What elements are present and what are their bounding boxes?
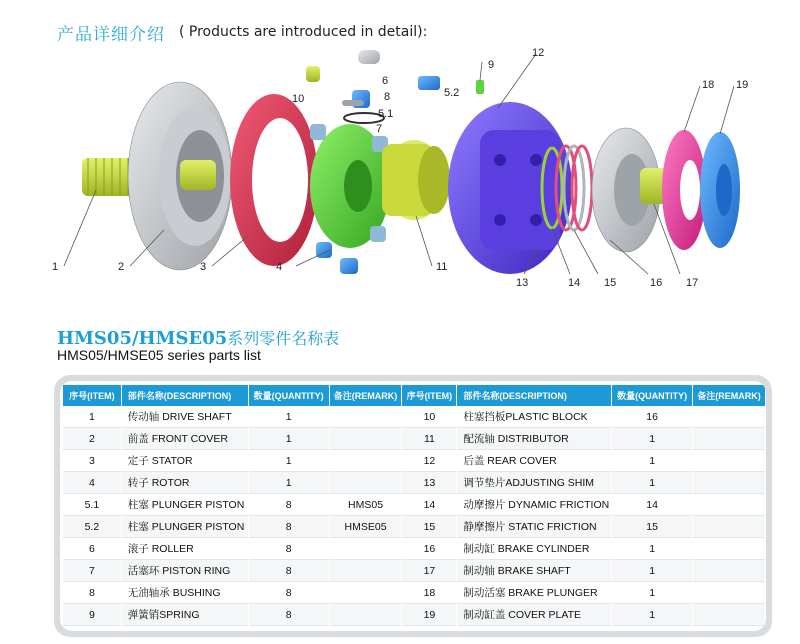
cell-description: 传动轴 DRIVE SHAFT [122, 406, 248, 428]
cell-description-2: 后盖 REAR COVER [457, 450, 611, 472]
parts-list-title-model: HMS05/HMSE05 [57, 328, 228, 349]
callout-3: 3 [200, 261, 207, 273]
cell-description: 柱塞 PLUNGER PISTON [122, 516, 248, 538]
cell-description-2: 静摩擦片 STATIC FRICTION [457, 516, 611, 538]
cell-description: 前盖 FRONT COVER [122, 428, 248, 450]
cell-quantity-2: 1 [612, 428, 692, 450]
cell-description-2: 动摩擦片 DYNAMIC FRICTION [457, 494, 611, 516]
cell-quantity-2: 1 [612, 538, 692, 560]
cell-remark-2 [693, 494, 765, 516]
cell-remark [330, 604, 402, 626]
cell-remark [330, 538, 402, 560]
header-description: 部件名称(DESCRIPTION) [122, 385, 248, 406]
callout-12: 12 [532, 47, 545, 59]
cell-quantity-2: 1 [612, 450, 692, 472]
header-quantity: 数量(QUANTITY) [249, 385, 329, 406]
cell-remark: HMSE05 [330, 516, 402, 538]
cell-description: 定子 STATOR [122, 450, 248, 472]
cell-remark [330, 428, 402, 450]
cell-item: 2 [63, 428, 121, 450]
cell-quantity: 8 [249, 516, 329, 538]
callout-1: 1 [52, 261, 59, 273]
cell-remark-2 [693, 560, 765, 582]
cell-item: 1 [63, 406, 121, 428]
part-rear-cover [448, 102, 572, 274]
cell-item-2: 13 [402, 472, 456, 494]
part-front-cover [128, 82, 232, 270]
header-item: 序号(ITEM) [63, 385, 121, 406]
cell-remark: HMS05 [330, 494, 402, 516]
cell-remark [330, 560, 402, 582]
cell-item-2: 17 [402, 560, 456, 582]
cell-quantity-2: 1 [612, 604, 692, 626]
table-row [63, 450, 765, 472]
cell-quantity: 8 [249, 494, 329, 516]
callout-19: 19 [736, 79, 749, 91]
cell-remark-2 [693, 472, 765, 494]
parts-list-panel-inner [60, 381, 766, 631]
cell-quantity-2: 1 [612, 472, 692, 494]
cell-item-2: 14 [402, 494, 456, 516]
exploded-parts-diagram [40, 40, 780, 310]
table-row [63, 560, 765, 582]
cell-quantity-2: 16 [612, 406, 692, 428]
cell-description: 柱塞 PLUNGER PISTON [122, 494, 248, 516]
part-brake-plunger [662, 130, 706, 250]
cell-remark-2 [693, 516, 765, 538]
part-rotor [310, 124, 390, 248]
cell-description-2: 柱塞挡板PLASTIC BLOCK [457, 406, 611, 428]
cell-description: 转子 ROTOR [122, 472, 248, 494]
cell-description-2: 配流轴 DISTRIBUTOR [457, 428, 611, 450]
header-title-zh: 产品详细介绍 [57, 24, 165, 45]
cell-quantity-2: 1 [612, 560, 692, 582]
cell-item: 4 [63, 472, 121, 494]
part-cover-plate [700, 132, 740, 248]
cell-remark-2 [693, 428, 765, 450]
cell-quantity: 8 [249, 538, 329, 560]
cell-item-2: 10 [402, 406, 456, 428]
cell-remark [330, 582, 402, 604]
table-row [63, 582, 765, 604]
callout-6: 6 [382, 75, 389, 87]
cell-item: 8 [63, 582, 121, 604]
header-title-en: ( Products are introduced in detail): [179, 24, 428, 40]
cell-item: 5.2 [63, 516, 121, 538]
cell-remark-2 [693, 450, 765, 472]
table-row [63, 472, 765, 494]
cell-quantity-2: 1 [612, 582, 692, 604]
parts-table [62, 385, 766, 626]
callout-2: 2 [118, 261, 125, 273]
cell-item-2: 19 [402, 604, 456, 626]
cell-quantity: 8 [249, 582, 329, 604]
table-row [63, 428, 765, 450]
cell-remark-2 [693, 604, 765, 626]
callout-8: 8 [384, 91, 391, 103]
cell-item-2: 18 [402, 582, 456, 604]
cell-description-2: 制动活塞 BRAKE PLUNGER [457, 582, 611, 604]
cell-remark [330, 450, 402, 472]
cell-remark-2 [693, 538, 765, 560]
cell-item-2: 11 [402, 428, 456, 450]
cell-item: 7 [63, 560, 121, 582]
callout-5-2: 5.2 [444, 87, 460, 99]
cell-quantity: 1 [249, 450, 329, 472]
cell-description: 滚子 ROLLER [122, 538, 248, 560]
cell-description-2: 调节垫片ADJUSTING SHIM [457, 472, 611, 494]
parts-list-title-series: 系列零件名称表 [227, 329, 340, 348]
table-row [63, 494, 765, 516]
cell-quantity: 1 [249, 406, 329, 428]
cell-description-2: 制动缸 BRAKE CYLINDER [457, 538, 611, 560]
cell-quantity-2: 15 [612, 516, 692, 538]
callout-18: 18 [702, 79, 715, 91]
cell-remark [330, 472, 402, 494]
cell-item-2: 12 [402, 450, 456, 472]
parts-list-title-zh [57, 326, 339, 349]
header-remark: 备注(REMARK) [330, 385, 402, 406]
header-description-2: 部件名称(DESCRIPTION) [457, 385, 611, 406]
header-quantity-2: 数量(QUANTITY) [612, 385, 692, 406]
cell-description: 无油轴承 BUSHING [122, 582, 248, 604]
callout-17: 17 [686, 277, 699, 289]
table-row [63, 406, 765, 428]
cell-item: 9 [63, 604, 121, 626]
callout-15: 15 [604, 277, 617, 289]
table-row [63, 516, 765, 538]
cell-quantity-2: 14 [612, 494, 692, 516]
table-row [63, 604, 765, 626]
callout-13: 13 [516, 277, 529, 289]
parts-list-title-en: HMS05/HMSE05 series parts list [57, 347, 261, 363]
part-distributor [382, 140, 450, 220]
cell-quantity: 8 [249, 604, 329, 626]
cell-item: 6 [63, 538, 121, 560]
callout-5-1: 5.1 [378, 108, 394, 120]
header-item-2: 序号(ITEM) [402, 385, 456, 406]
cell-item: 5.1 [63, 494, 121, 516]
callout-9: 9 [488, 59, 495, 71]
cell-remark-2 [693, 582, 765, 604]
cell-quantity: 1 [249, 428, 329, 450]
cell-remark [330, 406, 402, 428]
callout-16: 16 [650, 277, 663, 289]
callout-4: 4 [276, 261, 283, 273]
cell-description: 活塞环 PISTON RING [122, 560, 248, 582]
cell-quantity: 1 [249, 472, 329, 494]
table-row [63, 538, 765, 560]
callout-11: 11 [436, 261, 448, 273]
parts-table-header [63, 385, 765, 406]
cell-description: 弹簧销SPRING [122, 604, 248, 626]
callout-7: 7 [376, 123, 383, 135]
cell-description-2: 制动缸盖 COVER PLATE [457, 604, 611, 626]
cell-remark-2 [693, 406, 765, 428]
cell-quantity: 8 [249, 560, 329, 582]
cell-item-2: 16 [402, 538, 456, 560]
cell-description-2: 制动轴 BRAKE SHAFT [457, 560, 611, 582]
header-remark-2: 备注(REMARK) [693, 385, 765, 406]
parts-list-panel [54, 375, 772, 637]
cell-item: 3 [63, 450, 121, 472]
callout-14: 14 [568, 277, 581, 289]
callout-10: 10 [292, 93, 305, 105]
cell-item-2: 15 [402, 516, 456, 538]
